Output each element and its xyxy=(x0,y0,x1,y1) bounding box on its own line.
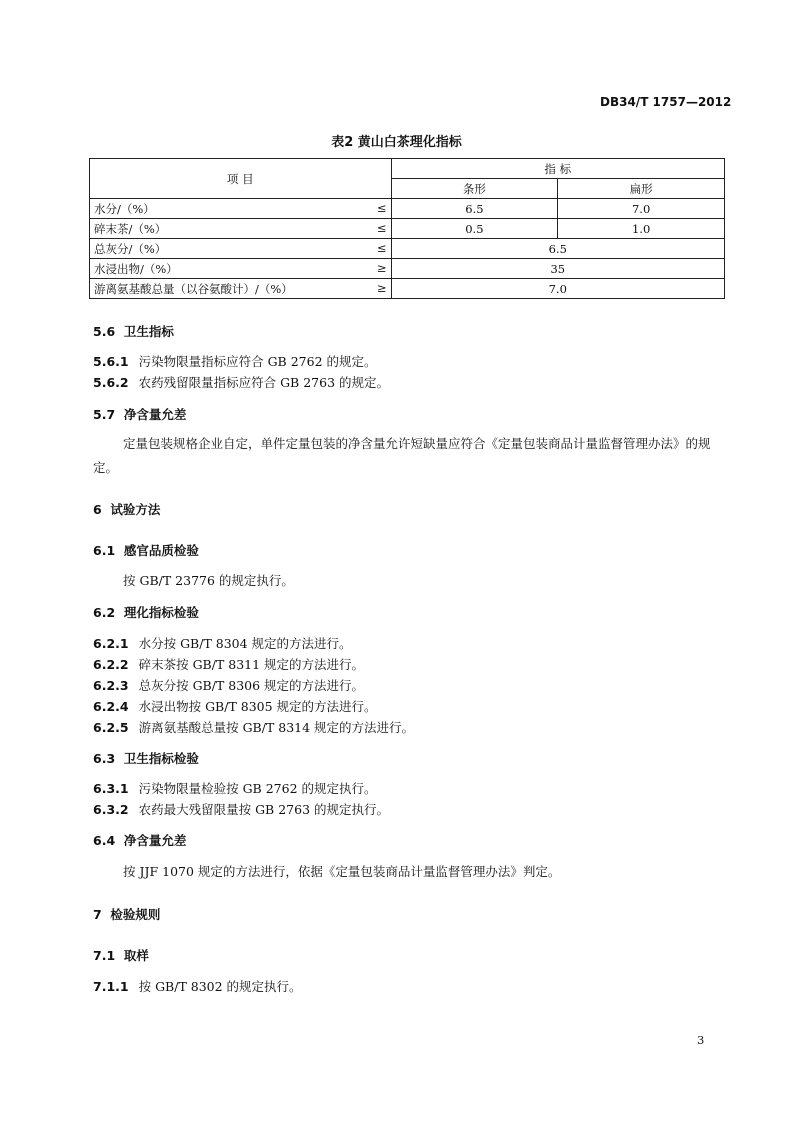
physicochemical-table xyxy=(89,158,725,299)
clause-6-1-paragraph: 按 GB/T 23776 的规定执行。 xyxy=(123,573,294,588)
row-value: 6.5 xyxy=(391,239,724,259)
clause-6-2-3: 6.2.3 总灰分按 GB/T 8306 规定的方法进行。 xyxy=(93,678,365,693)
section-5-6-heading: 5.6 卫生指标 xyxy=(93,324,174,339)
row-operator: ≥ xyxy=(376,260,387,275)
section-6-heading: 6 试验方法 xyxy=(93,502,161,517)
header-strip: 条形 xyxy=(391,179,558,199)
clause-6-2-5: 6.2.5 游离氨基酸总量按 GB/T 8314 规定的方法进行。 xyxy=(93,720,415,735)
section-7-1-heading: 7.1 取样 xyxy=(93,948,149,963)
table-caption: 表2 黄山白茶理化指标 xyxy=(331,135,462,150)
table-row xyxy=(90,199,725,219)
page-number: 3 xyxy=(697,1033,705,1047)
row-operator: ≥ xyxy=(376,280,387,295)
row-operator: ≤ xyxy=(376,220,387,235)
row-value-strip: 0.5 xyxy=(391,219,558,239)
clause-6-2-4: 6.2.4 水浸出物按 GB/T 8305 规定的方法进行。 xyxy=(93,699,377,714)
clause-6-2-2: 6.2.2 碎末茶按 GB/T 8311 规定的方法进行。 xyxy=(93,657,365,672)
row-item: 水浸出物/（%） xyxy=(94,261,178,276)
row-value-strip: 6.5 xyxy=(391,199,558,219)
row-item: 游离氨基酸总量（以谷氨酸计）/（%） xyxy=(94,281,293,296)
section-6-3-heading: 6.3 卫生指标检验 xyxy=(93,751,199,766)
row-operator: ≤ xyxy=(376,240,387,255)
clause-5-6-2: 5.6.2 农药残留限量指标应符合 GB 2763 的规定。 xyxy=(93,375,389,390)
header-index: 指 标 xyxy=(391,159,724,179)
header-item: 项 目 xyxy=(90,159,392,199)
section-6-1-heading: 6.1 感官品质检验 xyxy=(93,543,199,558)
section-5-7-heading: 5.7 净含量允差 xyxy=(93,407,187,422)
clause-6-4-paragraph: 按 JJF 1070 规定的方法进行，依据《定量包装商品计量监督管理办法》判定。 xyxy=(123,864,561,879)
table-row xyxy=(90,259,725,279)
row-value-flat: 7.0 xyxy=(558,199,725,219)
section-6-2-heading: 6.2 理化指标检验 xyxy=(93,605,199,620)
row-operator: ≤ xyxy=(376,200,387,215)
table-row xyxy=(90,219,725,239)
row-item: 水分/（%） xyxy=(94,201,155,216)
document-number: DB34/T 1757—2012 xyxy=(600,95,732,109)
clause-6-3-1: 6.3.1 污染物限量检验按 GB 2762 的规定执行。 xyxy=(93,781,377,796)
section-6-4-heading: 6.4 净含量允差 xyxy=(93,833,187,848)
clause-5-6-1: 5.6.1 污染物限量指标应符合 GB 2762 的规定。 xyxy=(93,354,377,369)
row-item: 总灰分/（%） xyxy=(94,241,167,256)
row-value-flat: 1.0 xyxy=(558,219,725,239)
header-flat: 扁形 xyxy=(558,179,725,199)
clause-7-1-1: 7.1.1 按 GB/T 8302 的规定执行。 xyxy=(93,979,302,994)
row-value: 35 xyxy=(391,259,724,279)
section-7-heading: 7 检验规则 xyxy=(93,907,161,922)
table-row xyxy=(90,239,725,259)
clause-6-3-2: 6.3.2 农药最大残留限量按 GB 2763 的规定执行。 xyxy=(93,802,389,817)
clause-5-7-paragraph: 定量包装规格企业自定，单件定量包装的净含量允许短缺量应符合《定量包装商品计量监督管理办法》的规定。 xyxy=(93,436,711,475)
row-item: 碎末茶/（%） xyxy=(94,221,167,236)
row-value: 7.0 xyxy=(391,279,724,299)
table-row xyxy=(90,279,725,299)
clause-6-2-1: 6.2.1 水分按 GB/T 8304 规定的方法进行。 xyxy=(93,636,352,651)
